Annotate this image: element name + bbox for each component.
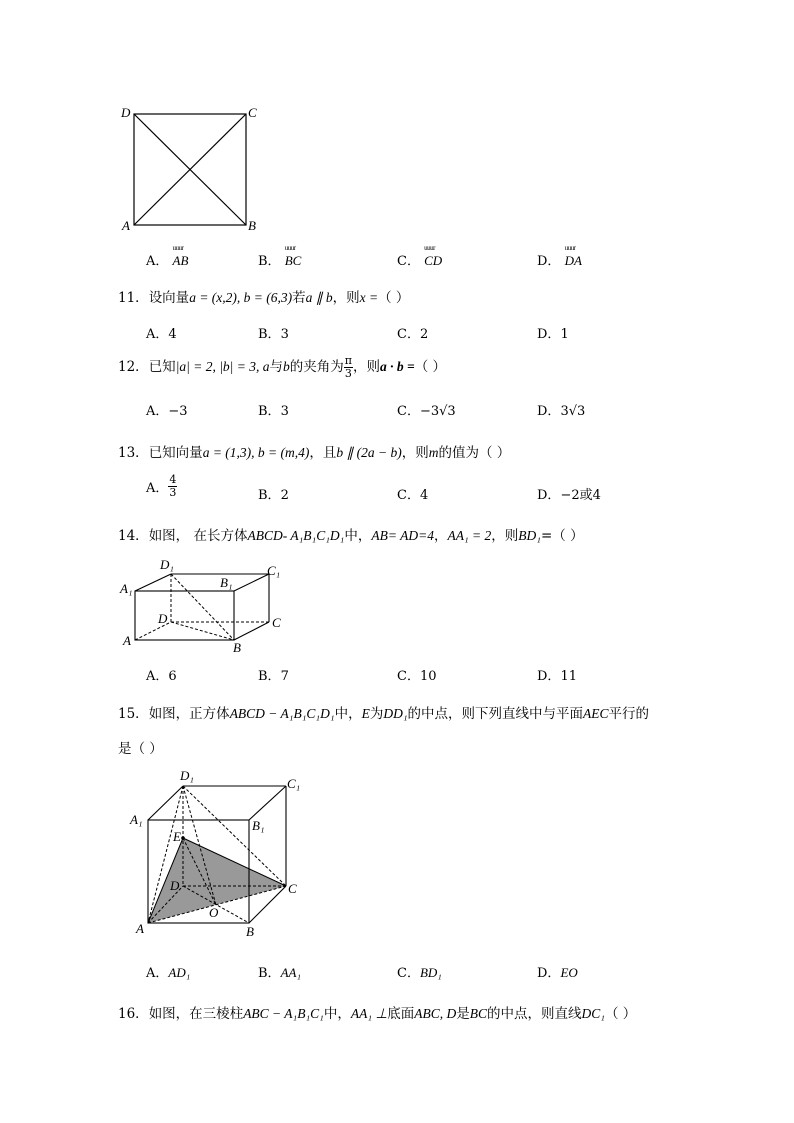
- q15-option-c[interactable]: C．BD₁: [397, 965, 442, 981]
- q13-stem: 13．已知向量a = (1,3), b = (m,4)，且b ∥ (2a − b)，则m的值为（ ）: [118, 445, 511, 461]
- q15-option-a[interactable]: A．AD₁: [146, 965, 191, 981]
- q14-option-a[interactable]: A．6: [146, 669, 177, 684]
- q15-stem: 15．如图，正方体ABCD − A₁B₁C₁D₁中，E为DD₁的中点，则下列直线中与平面AEC平行的: [118, 706, 650, 722]
- label-C1: C₁: [267, 563, 281, 578]
- label-B: B: [246, 924, 254, 939]
- q12-option-b[interactable]: B．3: [258, 404, 289, 419]
- label-D: D: [121, 105, 131, 120]
- label-B1: B₁: [252, 818, 265, 833]
- q14-stem: 14．如图， 在长方体ABCD- A₁B₁C₁D₁中，AB= AD=4，AA₁ = 2，则BD₁=（ ）: [118, 528, 584, 544]
- q12-option-c[interactable]: C．−3√3: [397, 404, 456, 419]
- q11-option-b[interactable]: B．3: [258, 327, 289, 342]
- q15-stem-line2: 是（ ）: [118, 741, 163, 757]
- square-figure: [118, 100, 268, 235]
- label-C: C: [248, 105, 257, 120]
- question-number: 12．: [118, 359, 149, 375]
- q11-option-d[interactable]: D．1: [537, 327, 569, 342]
- q12-option-d[interactable]: D．3√3: [537, 404, 586, 419]
- fraction-pi-over-3: $\frac{\pi}{3}$: [344, 354, 352, 380]
- q15-option-d[interactable]: D．EO: [537, 965, 578, 981]
- q14-option-d[interactable]: D．11: [537, 669, 577, 684]
- label-A: A: [123, 633, 131, 648]
- q14-option-c[interactable]: C．10: [397, 669, 437, 684]
- question-number: 14．: [118, 528, 149, 544]
- q13-option-a[interactable]: A． $\frac{4}{3}$: [146, 473, 177, 499]
- label-E: E: [173, 829, 181, 844]
- q16-stem: 16．如图，在三棱柱ABC − A₁B₁C₁中，AA₁ ⊥底面ABC, D是BC的中点，则直线DC₁（ ）: [118, 1006, 637, 1022]
- label-D: D: [170, 878, 180, 893]
- question-number: 16．: [118, 1006, 149, 1022]
- label-C1: C₁: [287, 776, 301, 791]
- q10-option-d[interactable]: D． uuur DA: [537, 250, 582, 269]
- q11-option-c[interactable]: C．2: [397, 327, 429, 342]
- q12-stem: 12．已知|a| = 2, |b| = 3, a与b的夹角为 $\frac{\pi}{3}$ ，则a · b =（ ）: [118, 354, 446, 380]
- q10-option-a[interactable]: A． uuur AB: [146, 250, 188, 269]
- label-B: B: [233, 640, 241, 655]
- q12-option-a[interactable]: A．−3: [146, 404, 188, 419]
- label-A1: A₁: [130, 812, 143, 827]
- label-C: C: [288, 881, 297, 896]
- q13-option-b[interactable]: B．2: [258, 488, 289, 503]
- label-C: C: [272, 615, 281, 630]
- cuboid-figure: [116, 556, 296, 656]
- q15-option-b[interactable]: B．AA₁: [258, 965, 301, 981]
- question-number: 13．: [118, 445, 149, 461]
- label-D1: D₁: [180, 768, 194, 783]
- label-A: A: [122, 218, 130, 233]
- question-number: 11．: [118, 290, 149, 306]
- q10-option-b[interactable]: B． uuur BC: [258, 250, 301, 269]
- label-O: O: [209, 905, 219, 920]
- q10-option-c[interactable]: C． uuur CD: [397, 250, 442, 269]
- q13-option-d[interactable]: D．−2或4: [537, 488, 601, 503]
- q14-option-b[interactable]: B．7: [258, 669, 289, 684]
- label-A: A: [136, 921, 144, 936]
- label-D: D: [158, 611, 168, 626]
- label-D1: D₁: [160, 557, 174, 572]
- q11-stem: 11．设向量a = (x,2), b = (6,3)若a ∥ b，则x =（ ）: [118, 290, 410, 306]
- question-number: 15．: [118, 706, 149, 722]
- label-A1: A₁: [120, 581, 133, 596]
- label-B: B: [248, 218, 256, 233]
- q11-option-a[interactable]: A．4: [146, 327, 177, 342]
- label-B1: B₁: [220, 575, 233, 590]
- cube-figure: [128, 766, 318, 941]
- q13-option-c[interactable]: C．4: [397, 488, 429, 503]
